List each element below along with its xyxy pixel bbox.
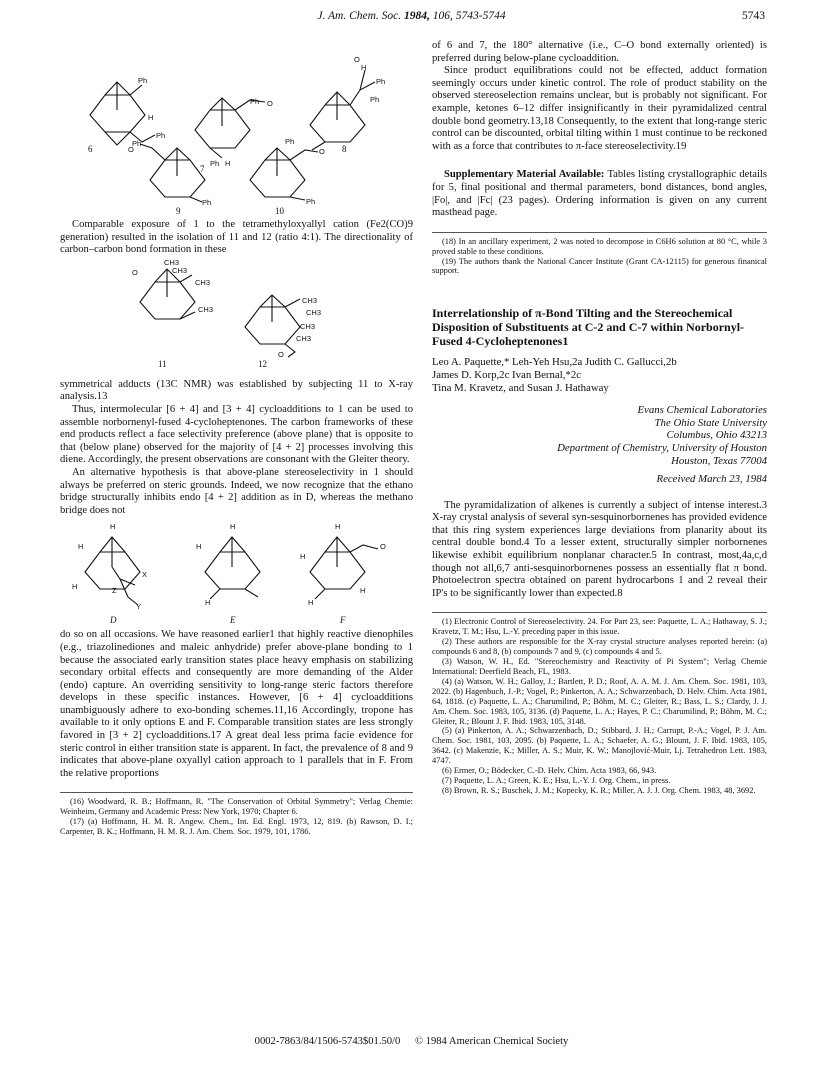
affiliation-line: Evans Chemical Laboratories xyxy=(637,404,767,417)
label-o: O xyxy=(380,542,386,552)
footnote-5: (5) (a) Pinkerton, A. A.; Schwarzenbach, D.; Stibbard, J. H.; Carrupt, P.-A.; Vogel, P. J. Am. Chem. Soc. 1981, 103, 2095. (b) Paquette, L. A.; Schaefer, A. G.; Blount, J. F. Ibid. 1983, 105, 3642. (c) Makenzie, K.; Miller, A. S.; Muir, K. W.; Manojlović-Muir, Lj. Tetrahedron Lett. 1983, 4747. xyxy=(432,726,767,766)
paragraph: Thus, intermolecular [6 + 4] and [3 + 4] cycloadditions to 1 can be used to assemble norbornenyl-fused 4-cycloheptenones. The carbon frameworks of these end products reflect a face selectivity preference (above plane) that is opposite to that (below plane) observed for the majority of [4 + 2] processes involving this diene. Accordingly, the present observations are consonant with the Gleiter theory. xyxy=(60,403,413,466)
figure-transition-states xyxy=(60,517,413,629)
label-ch3: CH3 xyxy=(172,265,188,275)
transition-states-drawing xyxy=(60,517,413,629)
authors-line: Tina M. Kravetz, and Susan J. Hathaway xyxy=(432,381,609,394)
compound-label-12: 12 xyxy=(258,358,267,369)
label-ch3: CH3 xyxy=(195,277,211,287)
label-ch3: CH3 xyxy=(306,307,322,317)
compound-label-7: 7 xyxy=(200,164,205,174)
label-h: H xyxy=(230,522,236,532)
right-column xyxy=(432,40,767,796)
supplementary-material: Supplementary Material Available: Tables listing crystallographic details for 5, final positional and thermal parameters, bond distances, bond angles, |Fo|, and |Fc| (23 pages). Ordering information is given on any current masthead page. xyxy=(432,169,767,219)
label-ch3: CH3 xyxy=(164,257,180,267)
running-header xyxy=(0,10,823,30)
ts-label-d: D xyxy=(110,615,117,626)
label-ph: Ph xyxy=(132,139,142,148)
label-ph: Ph xyxy=(250,97,260,106)
paragraph: Comparable exposure of 1 to the tetramethyloxyallyl cation (Fe2(CO)9 generation) resulted in the isolation of 11 and 12 (ratio 4:1). The directionality of carbon–carbon bond formation in these xyxy=(60,219,413,256)
figure-structures-11-12 xyxy=(60,257,413,373)
affiliation-line: The Ohio State University xyxy=(654,416,767,429)
label-o: O xyxy=(354,55,360,64)
journal-citation: J. Am. Chem. Soc. 1984, 106, 5743-5744 xyxy=(317,10,506,22)
footnote-6: (6) Ermer, O.; Bödecker, C.-D. Helv. Chim. Acta 1983, 66, 943. xyxy=(442,766,657,776)
footnote-16: (16) Woodward, R. B.; Hoffmann, R. "The Conservation of Orbital Symmetry"; Verlag Chemie: Weinheim, Germany and Academic Press: New York, 1970; Chapter 6. xyxy=(60,797,413,817)
footnotes-right-top xyxy=(432,237,767,277)
footnote-1: (1) Electronic Control of Stereoselectivity. 24. For Part 23, see: Paquette, L. A.; Hathaway, S. J.; Kravetz, T. M.; Hsu, L.-Y. preceding paper in this issue. xyxy=(432,617,767,637)
footnote-2: (2) These authors are responsible for the X-ray crystal structure analyses reported herein: (a) compounds 6 and 8, (b) compounds 7 and 9, (c) compounds 4 and 5. xyxy=(432,637,767,657)
footnote-separator xyxy=(432,232,767,233)
label-o: O xyxy=(128,145,134,154)
label-ph: Ph xyxy=(370,95,380,104)
authors-line: James D. Korp,2c Ivan Bernal,*2c xyxy=(432,368,582,381)
paragraph: symmetrical adducts (13C NMR) was established by subjecting 11 to X-ray analysis.13 xyxy=(60,378,413,403)
label-o: O xyxy=(278,349,284,359)
footnote-18: (18) In an ancillary experiment, 2 was noted to decompose in C6H6 solution at 80 °C, while 3 proved stable to these conditions. xyxy=(432,236,767,256)
page-footer xyxy=(0,1036,823,1047)
label-h: H xyxy=(360,586,366,596)
label-h: H xyxy=(72,582,78,592)
footnote-4: (4) (a) Watson, W. H.; Galloy, J.; Bartlett, P. D.; Roof, A. A. M. J. Am. Chem. Soc. 1981, 103, 2022. (b) Hagenbuch, J.-P.; Vogel, P.; Pinkerton, A. A.; Schwarzenbach, D. Helv. Chim. Acta 1981, 64, 1818. (c) Paquette, L. A.; Charumilind, P.; Böhm, M. C.; Gleiter, R.; Bass, L. S.; Clardy, J. J. Am. Chem. Soc. 1983, 105, 3136. (d) Paquette, L. A.; Hayes, P. C.; Charumilind, P.; Böhm, M. C.; Gleiter, R.; Blount J. F. Ibid. 1983, 105, 3148. xyxy=(432,676,767,726)
copyright: © 1984 American Chemical Society xyxy=(414,1036,569,1047)
footnote-17: (17) (a) Hoffmann, H. M. R. Angew. Chem., Int. Ed. Engl. 1973, 12, 819. (b) Rawson, D. I.; Carpenter, B. K.; Hoffmann, H. M. R. J. Am. Chem. Soc. 1979, 101, 1786. xyxy=(60,817,413,837)
compound-label-8: 8 xyxy=(342,144,347,154)
label-ph: Ph xyxy=(285,137,295,146)
compound-label-6: 6 xyxy=(88,144,93,154)
label-h: H xyxy=(361,63,367,72)
label-ph: Ph xyxy=(376,77,386,86)
compound-label-9: 9 xyxy=(176,206,181,216)
footnote-8: (8) Brown, R. S.; Buschek, J. M.; Kopecky, K. R.; Miller, A. J. J. Org. Chem. 1983, 48, 3692. xyxy=(442,785,756,795)
label-ch3: CH3 xyxy=(300,321,316,331)
label-ch3: CH3 xyxy=(198,304,214,314)
ts-label-e: E xyxy=(230,615,236,626)
author-list xyxy=(432,356,767,394)
paragraph: Since product equilibrations could not be effected, adduct formation seemingly occurs under kinetic control. The role of product stability on the observed stereoselection remains unclear, but is probably not significant. For example, ketones 6–12 differ insignificantly in their pyramidalized central double bond geometry.13,18 Consequently, to the extent that long-range steric control can be discounted, orbital tilting within 1 must continue to be reckoned with as a force that contributes to π-face stereoselectivity.19 xyxy=(432,65,767,152)
affiliation-line: Department of Chemistry, University of Houston xyxy=(557,441,767,454)
received-date: Received March 23, 1984 xyxy=(656,473,767,486)
figure-structures-6-10 xyxy=(60,40,413,216)
label-h: H xyxy=(300,552,306,562)
label-ph: Ph xyxy=(156,131,166,140)
affiliations xyxy=(432,404,767,467)
footnote-7: (7) Paquette, L. A.; Green, K. E.; Hsu, L.-Y. J. Org. Chem., in press. xyxy=(442,775,671,785)
label-ch3: CH3 xyxy=(296,333,312,343)
article-code: 0002-7863/84/1506-5743$01.50/0 xyxy=(254,1036,401,1047)
label-ch3: CH3 xyxy=(302,295,318,305)
label-z: Z xyxy=(112,586,117,596)
paragraph: An alternative hypothesis is that above-plane stereoselectivity in 1 should always be preferred on steric grounds. Indeed, we now recognize that the ethano bridge structurally inhibits endo [4 + 2] addition as in D, whereas the methano bridge does not xyxy=(60,466,413,516)
label-ph: Ph xyxy=(202,198,212,207)
left-column xyxy=(60,40,413,837)
paragraph: do so on all occasions. We have reasoned earlier1 that highly reactive dienophiles (e.g., triazolinediones and maleic anhydride) prefer above-plane bonding to 1 because the associated early transition states place heavy emphasis on stabilizing secondary orbital effects and consequently are more demanding of the Alder (endo) capture. An overriding sensitivity to long-range steric factors therefore develops in these specific instances. However, [6 + 4] cycloadditions unambiguously adhere to exo-bonding schemes.11,16 Accordingly, tropone has available to it only options E and F. Comparable transition states are less strongly favored in [3 + 2] cycloadditions.17 A great deal less prima facie evidence for steric control in either transition state is apparent. In fact, the prevalence of 8 and 9 indicates that above-plane oxyallyl cation approach to 1 parallels that in F. From the relative proportions xyxy=(60,629,413,779)
label-o: O xyxy=(132,267,138,277)
affiliation-line: Houston, Texas 77004 xyxy=(671,454,767,467)
label-o: O xyxy=(319,147,325,156)
label-h: H xyxy=(78,542,84,552)
label-ph: Ph xyxy=(306,197,316,206)
label-h: H xyxy=(205,598,211,608)
article-title: Interrelationship of π-Bond Tilting and the Stereochemical Disposition of Substituents at C-2 and C-7 within Norbornyl-Fused 4-Cycloheptenones1 xyxy=(432,306,745,349)
footnotes-left xyxy=(60,797,413,837)
label-h: H xyxy=(110,522,116,532)
page-number: 5743 xyxy=(742,10,765,22)
structures-6-10-drawing xyxy=(60,40,413,216)
label-h: H xyxy=(335,522,341,532)
footnote-19: (19) The authors thank the National Cancer Institute (Grant CA-12115) for generous finanical support. xyxy=(432,256,767,276)
paragraph: The pyramidalization of alkenes is currently a subject of intense interest.3 X-ray crystal analysis of several syn-sesquinorbornenes has provided evidence that this ring system experiences large deviations from planarity about its central double bond.4 To a lesser extent, structurally simpler norbornenes likewise exhibit equilibrium nonplanar character.5 In contrast, most,4a,c,d though not all,6,7 anti-sesquinorbornenes possess an essentially flat π bond. Photoelectron spectra obtained on parent hydrocarbons 1 and 2 reveal their IP's to be significantly lower than expected.8 xyxy=(432,499,767,599)
structures-11-12-drawing xyxy=(60,257,413,357)
ts-label-f: F xyxy=(340,615,346,626)
footnote-separator xyxy=(60,792,413,793)
label-ph: Ph xyxy=(210,159,220,168)
label-h: H xyxy=(196,542,202,552)
label-h: H xyxy=(308,598,314,608)
label-ph: Ph xyxy=(138,76,148,85)
footnote-separator xyxy=(432,612,767,613)
label-h: H xyxy=(225,159,231,168)
label-y: Y xyxy=(136,602,142,612)
paragraph: of 6 and 7, the 180° alternative (i.e., C–O bond externally oriented) is preferred during below-plane cycloaddition. xyxy=(432,40,767,64)
authors-line: Leo A. Paquette,* Leh-Yeh Hsu,2a Judith C. Gallucci,2b xyxy=(432,356,677,369)
footnote-3: (3) Watson, W. H., Ed. "Stereochemistry and Reactivity of Pi System"; Verlag Chemie International: Deerfield Beach, FL, 1983. xyxy=(432,657,767,676)
compound-label-11: 11 xyxy=(158,358,167,369)
footnotes-right-bottom xyxy=(432,617,767,795)
label-o: O xyxy=(267,99,273,108)
label-h: H xyxy=(148,113,154,122)
labels-11-12 xyxy=(60,357,413,373)
label-x: X xyxy=(142,570,148,580)
compound-label-10: 10 xyxy=(275,206,284,216)
affiliation-line: Columbus, Ohio 43213 xyxy=(666,429,767,442)
